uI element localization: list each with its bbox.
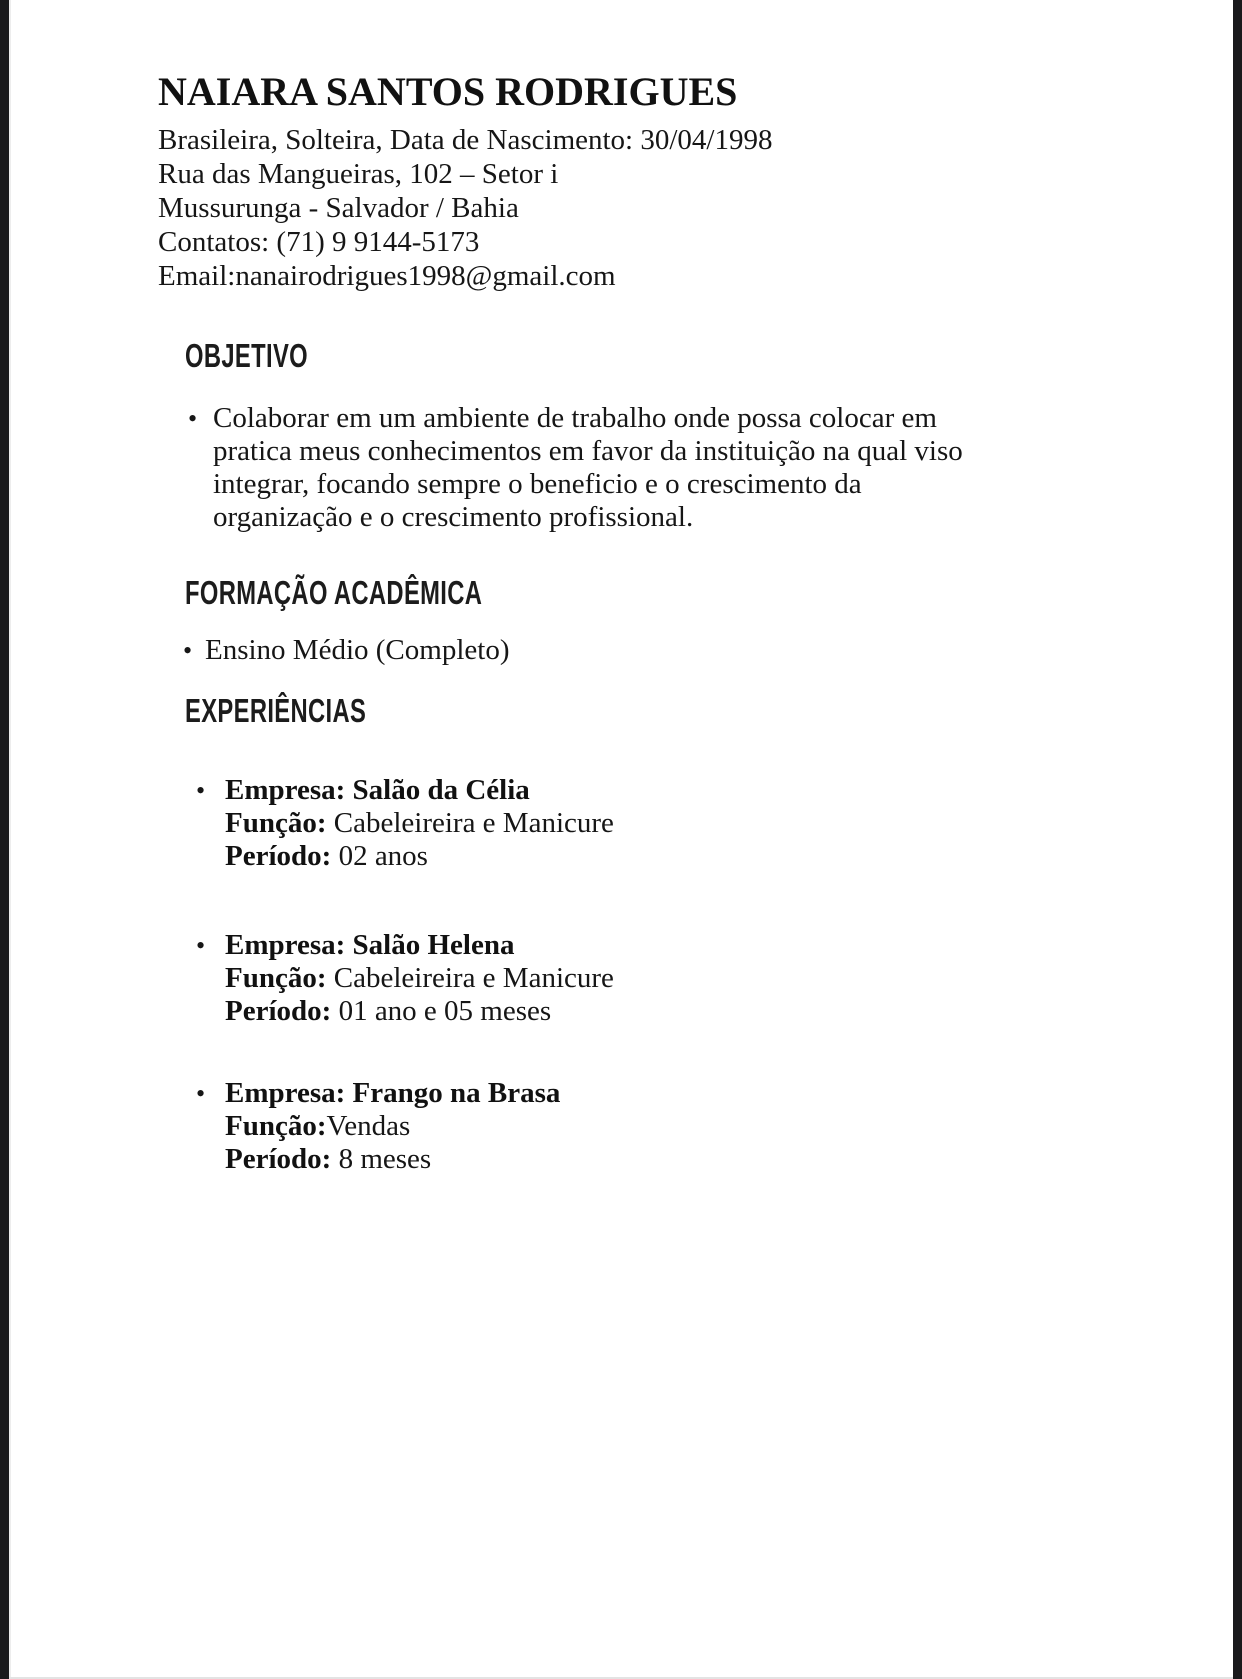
experience-item xyxy=(196,1077,560,1176)
section-title-experiencias: EXPERIÊNCIAS xyxy=(185,692,367,729)
period-value: 02 anos xyxy=(331,840,428,872)
bullet-icon: • xyxy=(196,931,206,960)
contact-line-phone: Contatos: (71) 9 9144-5173 xyxy=(158,226,480,258)
objetivo-line: integrar, focando sempre o beneficio e o crescimento da xyxy=(213,468,862,500)
formacao-text: Ensino Médio (Completo) xyxy=(205,634,510,666)
experience-period-line xyxy=(225,995,614,1028)
experience-role-line xyxy=(225,962,614,995)
bullet-icon: • xyxy=(183,636,193,665)
experience-company-line xyxy=(225,929,614,962)
experience-company: Empresa: Salão da Célia xyxy=(225,774,530,806)
contact-info-block xyxy=(158,123,772,293)
bullet-icon: • xyxy=(196,1079,206,1108)
contact-line-nationality: Brasileira, Solteira, Data de Nascimento: 30/04/1998 xyxy=(158,124,773,156)
experience-company: Empresa: Salão Helena xyxy=(225,929,515,961)
period-label: Período: xyxy=(225,1143,332,1175)
section-title-objetivo: OBJETIVO xyxy=(185,337,309,374)
objetivo-bullet-item xyxy=(188,402,963,534)
role-value: Cabeleireira e Manicure xyxy=(326,962,614,994)
left-edge-bar xyxy=(0,0,11,1679)
right-edge-bar xyxy=(1233,0,1242,1679)
contact-line-email: Email:nanairodrigues1998@gmail.com xyxy=(158,260,616,292)
experience-company: Empresa: Frango na Brasa xyxy=(225,1077,561,1109)
role-label: Função: xyxy=(225,962,327,994)
period-value: 8 meses xyxy=(331,1143,432,1175)
experience-period-line xyxy=(225,1143,560,1176)
role-value: Vendas xyxy=(326,1110,411,1142)
section-title-formacao: FORMAÇÃO ACADÊMICA xyxy=(185,574,483,611)
contact-line-street: Rua das Mangueiras, 102 – Setor i xyxy=(158,158,559,190)
experience-period-line xyxy=(225,840,614,873)
experience-role-line xyxy=(225,807,614,840)
period-label: Período: xyxy=(225,995,332,1027)
bullet-icon: • xyxy=(196,776,206,805)
experience-item xyxy=(196,774,614,873)
formacao-bullet-item xyxy=(183,634,509,667)
experience-company-line xyxy=(225,1077,560,1110)
experience-item xyxy=(196,929,614,1028)
role-value: Cabeleireira e Manicure xyxy=(326,807,614,839)
contact-line-city: Mussurunga - Salvador / Bahia xyxy=(158,192,519,224)
objetivo-line: Colaborar em um ambiente de trabalho onde possa colocar em xyxy=(213,402,937,434)
bullet-icon: • xyxy=(188,404,198,433)
role-label: Função: xyxy=(225,807,327,839)
objetivo-line: pratica meus conhecimentos em favor da instituição na qual viso xyxy=(213,435,963,467)
period-label: Período: xyxy=(225,840,332,872)
objetivo-line: organização e o crescimento profissional. xyxy=(213,501,694,533)
role-label: Função: xyxy=(225,1110,327,1142)
experience-company-line xyxy=(225,774,614,807)
experience-role-line xyxy=(225,1110,560,1143)
period-value: 01 ano e 05 meses xyxy=(331,995,552,1027)
objetivo-text xyxy=(213,402,963,534)
resume-name-title: NAIARA SANTOS RODRIGUES xyxy=(158,69,738,114)
